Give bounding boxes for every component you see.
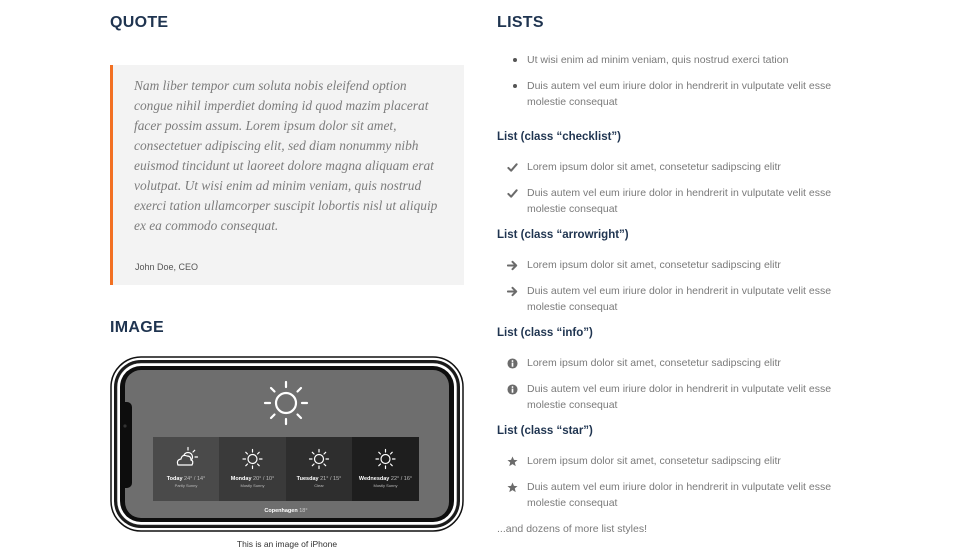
checklist-title: List (class “checklist”) <box>497 131 621 143</box>
star-list <box>497 453 847 521</box>
quote-author: John Doe, CEO <box>135 262 199 272</box>
arrow-right-icon <box>506 285 518 297</box>
quote-heading: QUOTE <box>110 14 169 31</box>
info-icon <box>506 357 518 369</box>
city-label: Copenhagen 18° <box>264 508 308 514</box>
list-item <box>497 479 847 511</box>
list-item <box>497 453 847 469</box>
more-list-styles-note: ...and dozens of more list styles! <box>497 523 647 535</box>
image-heading: IMAGE <box>110 319 164 336</box>
list-item-text: Lorem ipsum dolor sit amet, consetetur sadipscing elitr <box>527 259 781 271</box>
arrowright-list <box>497 257 847 325</box>
list-item <box>497 257 847 273</box>
forecast-desc: Mostly Sunny <box>373 483 398 488</box>
check-icon <box>506 161 518 173</box>
check-icon <box>506 187 518 199</box>
iphone-illustration <box>110 356 464 532</box>
iphone-image <box>110 356 464 532</box>
list-item-text: Lorem ipsum dolor sit amet, consetetur sadipscing elitr <box>527 455 781 467</box>
checklist <box>497 159 847 227</box>
list-item-text: Duis autem vel eum iriure dolor in hendrerit in vulputate velit esse molestie consequat <box>527 285 832 313</box>
star-icon <box>506 455 518 467</box>
forecast-day-label: Monday 20° / 10° <box>230 476 275 482</box>
info-list <box>497 355 847 423</box>
quote-text: Nam liber tempor cum soluta nobis eleifend option congue nihil imperdiet doming id quod mazim placerat facer possim assum. Lorem ipsum dolor sit amet, consectetuer adipiscing elit, sed diam nonummy nibh euismod tincidunt ut laoreet dolore magna aliquam erat volutpat. Ut wisi enim ad minim veniam, quis nostrud exerci tation ullamcorper suscipit lobortis nisl ut aliquip ex ea commodo consequat. <box>134 78 438 233</box>
blockquote <box>110 65 464 285</box>
list-item <box>497 159 847 175</box>
list-item: Ut wisi enim ad minim veniam, quis nostrud exerci tation <box>497 52 847 68</box>
forecast-day-label: Wednesday 22° / 16° <box>358 476 413 482</box>
star-icon <box>506 481 518 493</box>
forecast-desc: Mostly Sunny <box>240 483 265 488</box>
info-title: List (class “info”) <box>497 327 593 339</box>
list-item <box>497 185 847 217</box>
list-item: Duis autem vel eum iriure dolor in hendrerit in vulputate velit esse molestie consequat <box>497 78 847 110</box>
arrowright-title: List (class “arrowright”) <box>497 229 629 241</box>
forecast-day-label: Today 24° / 14° <box>166 476 206 482</box>
list-item <box>497 381 847 413</box>
forecast-day-label: Tuesday 21° / 15° <box>296 476 342 482</box>
star-title: List (class “star”) <box>497 425 593 437</box>
info-icon <box>506 383 518 395</box>
list-item-text: Lorem ipsum dolor sit amet, consetetur sadipscing elitr <box>527 161 781 173</box>
list-item-text: Duis autem vel eum iriure dolor in hendrerit in vulputate velit esse molestie consequat <box>527 481 832 509</box>
forecast-desc: Partly Sunny <box>174 483 198 488</box>
image-caption: This is an image of iPhone <box>236 539 338 549</box>
bullet-list <box>497 52 847 120</box>
lists-heading: LISTS <box>497 14 544 31</box>
list-item-text: Duis autem vel eum iriure dolor in hendrerit in vulputate velit esse molestie consequat <box>527 187 832 215</box>
list-item <box>497 283 847 315</box>
list-item-text: Lorem ipsum dolor sit amet, consetetur sadipscing elitr <box>527 357 781 369</box>
arrow-right-icon <box>506 259 518 271</box>
list-item-text: Duis autem vel eum iriure dolor in hendrerit in vulputate velit esse molestie consequat <box>527 383 832 411</box>
list-item <box>497 355 847 371</box>
forecast-desc: Clear <box>314 483 324 488</box>
